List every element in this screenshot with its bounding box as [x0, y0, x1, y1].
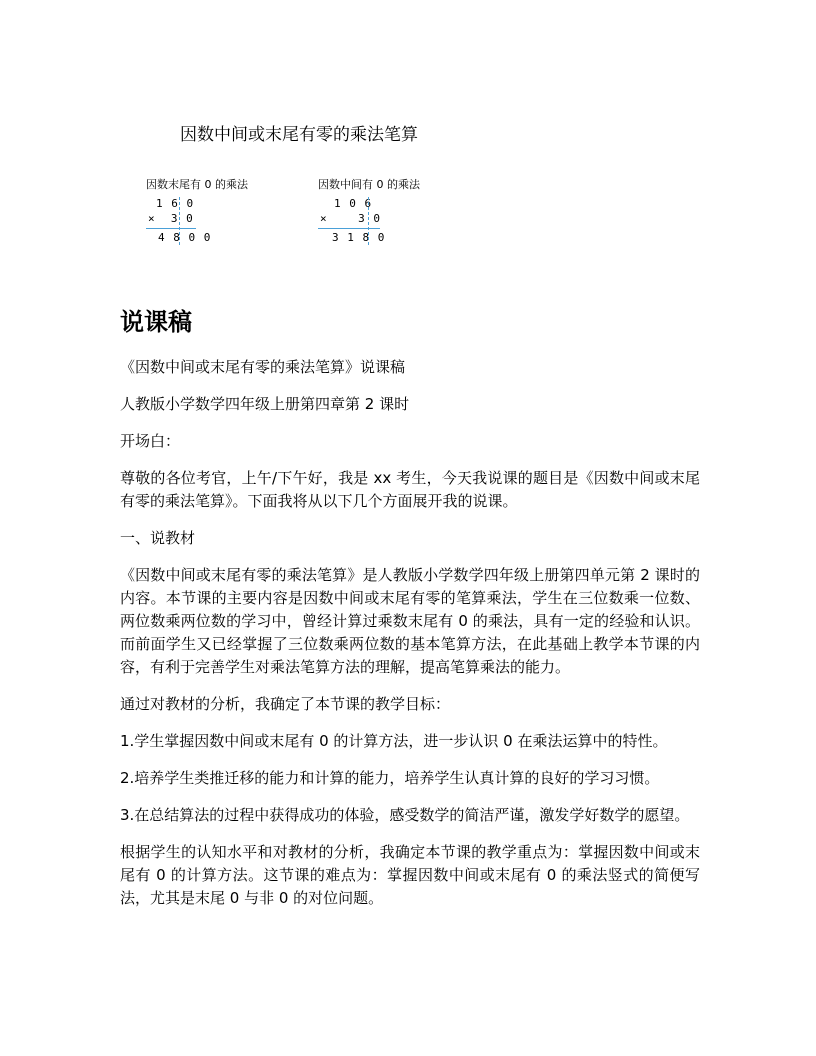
- document-body: [120, 356, 700, 924]
- section-heading: 说课稿: [120, 308, 192, 336]
- paragraph: 根据学生的认知水平和对教材的分析，我确定本节课的教学重点为：掌握因数中间或末尾有 0 的计算方法。这节课的难点为：掌握因数中间或末尾有 0 的乘法竖式的简便写法，尤其是末尾 0 与非 0 的对位问题。: [120, 843, 700, 907]
- multiplier-row: × 3 0: [320, 212, 381, 225]
- example-trailing-zero: [146, 178, 248, 257]
- product-row: 3 1 8 0: [332, 231, 386, 244]
- page-title: 因数中间或末尾有零的乘法笔算: [180, 125, 418, 145]
- paragraph: 2.培养学生类推迁移的能力和计算的能力，培养学生认真计算的良好的学习习惯。: [120, 769, 660, 787]
- vertical-calculation: [146, 197, 248, 257]
- multiplicand-row: 1 0 6: [334, 197, 373, 210]
- vertical-calculation: [318, 197, 420, 257]
- paragraph: 开场白：: [120, 432, 181, 450]
- paragraph: 《因数中间或末尾有零的乘法笔算》说课稿: [120, 358, 406, 376]
- paragraph: 通过对教材的分析，我确定了本节课的教学目标：: [120, 695, 451, 713]
- example-label: 因数末尾有 0 的乘法: [146, 178, 248, 191]
- paragraph: 人教版小学数学四年级上册第四章第 2 课时: [120, 395, 410, 413]
- result-line: [146, 228, 196, 229]
- alignment-guide: [179, 197, 180, 245]
- example-label: 因数中间有 0 的乘法: [318, 178, 420, 191]
- paragraph: 1.学生掌握因数中间或末尾有 0 的计算方法，进一步认识 0 在乘法运算中的特性。: [120, 732, 668, 750]
- paragraph: 一、说教材: [120, 529, 196, 547]
- paragraph: 尊敬的各位考官，上午/下午好，我是 xx 考生，今天我说课的题目是《因数中间或末尾有零的乘法笔算》。下面我将从以下几个方面展开我的说课。: [120, 469, 700, 510]
- multiplicand-row: 1 6 0: [156, 197, 195, 210]
- multiplier-row: × 3 0: [148, 212, 194, 225]
- alignment-guide: [368, 197, 369, 245]
- product-row: 4 8 0 0: [158, 231, 212, 244]
- result-line: [318, 228, 380, 229]
- paragraph: 3.在总结算法的过程中获得成功的体验，感受数学的简洁严谨，激发学好数学的愿望。: [120, 806, 690, 824]
- example-middle-zero: [318, 178, 420, 257]
- paragraph: 《因数中间或末尾有零的乘法笔算》是人教版小学数学四年级上册第四单元第 2 课时的内容。本节课的主要内容是因数中间或末尾有零的笔算乘法，学生在三位数乘一位数、两位数乘两位数的学习中，曾经计算过乘数末尾有 0 的乘法，具有一定的经验和认识。而前面学生又已经掌握了三位数乘两位数的基本笔算方法，在此基础上教学本节课的内容，有利于完善学生对乘法笔算方法的理解，提高笔算乘法的能力。: [120, 566, 700, 676]
